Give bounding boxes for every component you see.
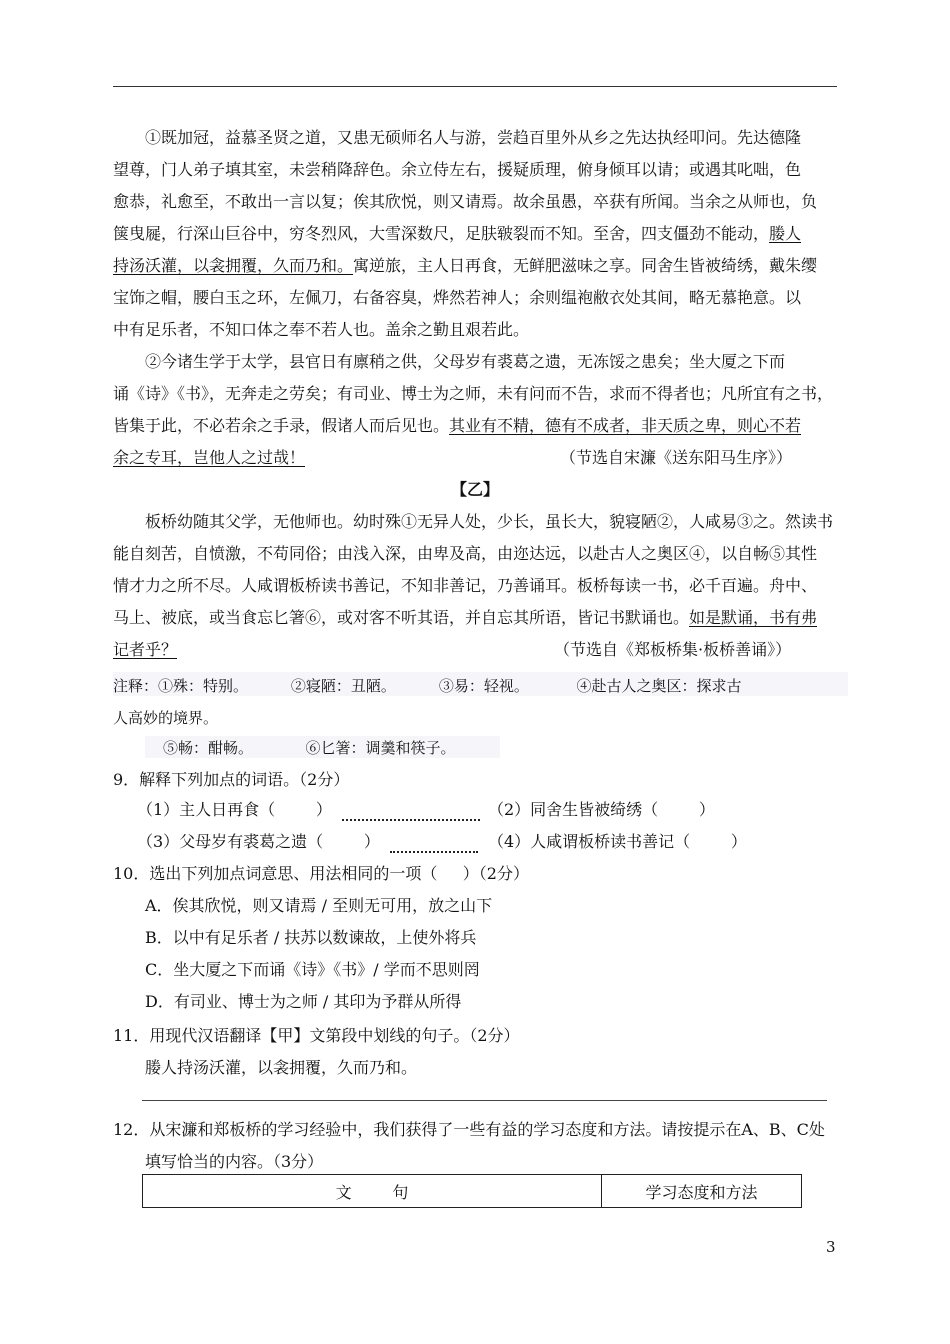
- q10-option-b: B．以中有足乐者 / 扶苏以数谏故，上使外将兵: [145, 928, 477, 947]
- yi-line2: 能自刻苦，自愤激，不苟同俗；由浅入深，由卑及高，由迩达远，以赴古人之奥区④，以自畅⑤其性: [113, 544, 818, 563]
- jia-p1-line7: 中有足乐者，不知口体之奉不若人也。盖余之勤且艰若此。: [113, 320, 530, 339]
- notes-line1: 注释：①殊：特别。 ②寝陋：丑陋。 ③易：轻视。 ④赴古人之奥区：探求古: [113, 677, 742, 695]
- jia-source: （节选自宋濂《送东阳马生序》）: [560, 448, 793, 467]
- yi-line5: [113, 640, 177, 660]
- jia-p2-line2: 诵《诗》《书》，无奔走之劳矣；有司业、博士为之师，未有问而不告，求而不得者也；凡所宜有之书，: [113, 384, 834, 403]
- jia-p1-line6: 宝饰之帽，腰白玉之环，左佩刀，右备容臭，烨然若神人；余则缊袍敝衣处其间，略无慕艳意。以: [113, 288, 802, 307]
- yi-source: （节选自《郑板桥集·板桥善诵》）: [554, 640, 792, 659]
- q11-sentence: 媵人持汤沃灌，以衾拥覆，久而乃和。: [145, 1058, 418, 1077]
- yi-line3: 情才力之所不尽。人咸谓板桥读书善记，不知非善记，乃善诵耳。板桥每读一书，必千百遍。舟中、: [113, 576, 818, 595]
- q11-answer-line[interactable]: [142, 1100, 827, 1101]
- underlined-sentence-p2-part1: 其业有不精，德有不成者，非天质之卑，则心不若: [449, 416, 802, 435]
- jia-p1-line5: 持汤沃灌，以衾拥覆，久而乃和。寓逆旅，主人日再食，无鲜肥滋味之享。同舍生皆被绮绣，戴朱缨: [113, 256, 818, 275]
- q10-option-d: D．有司业、博士为之师 / 其印为予群从所得: [145, 992, 462, 1011]
- q9-dotted-line-2: [390, 851, 478, 853]
- jia-p2-line3: 皆集于此，不必若余之手录，假诸人而后见也。其业有不精，德有不成者，非天质之卑，则心不若: [113, 416, 802, 435]
- jia-p2-line4: [113, 448, 305, 468]
- q9-item3: （3）父母岁有裘葛之遗（ ）: [137, 832, 380, 851]
- q12-stem-line1: 12．从宋濂和郑板桥的学习经验中，我们获得了一些有益的学习态度和方法。请按提示在A、B、C处: [113, 1120, 825, 1139]
- q12-stem-line2: 填写恰当的内容。（3分）: [145, 1152, 324, 1171]
- page-number: 3: [826, 1238, 836, 1256]
- yi-heading: 【乙】: [450, 480, 499, 499]
- q9-item2: （2）同舍生皆被绮绣（ ）: [488, 800, 715, 819]
- q9-dotted-line-1: [342, 819, 480, 821]
- notes-line3: ⑤畅：酣畅。 ⑥匕箸：调羹和筷子。: [163, 739, 456, 757]
- underlined-sentence-p2-part2: 余之专耳，岂他人之过哉！: [113, 448, 306, 467]
- q9-item4: （4）人咸谓板桥读书善记（ ）: [488, 832, 747, 851]
- underlined-sentence-part2: 持汤沃灌，以衾拥覆，久而乃和。: [113, 256, 354, 275]
- jia-p1-line3: 愈恭，礼愈至，不敢出一言以复；俟其欣悦，则又请焉。故余虽愚，卒获有所闻。当余之从师也，负: [113, 192, 818, 211]
- yi-underlined-part2: 记者乎？: [113, 640, 178, 659]
- q12-col-method: 学习态度和方法: [602, 1175, 802, 1208]
- q9-stem: 9．解释下列加点的词语。（2分）: [113, 770, 350, 789]
- notes-line2: 人高妙的境界。: [113, 709, 219, 727]
- q11-stem: 11．用现代汉语翻译【甲】文第段中划线的句子。（2分）: [113, 1026, 520, 1045]
- jia-p1-line1: ①既加冠，益慕圣贤之道，又患无硕师名人与游，尝趋百里外从乡之先达执经叩问。先达德隆: [145, 128, 802, 147]
- q12-table: [142, 1174, 802, 1208]
- underlined-sentence-part1: 媵人: [769, 224, 802, 243]
- header-rule: [113, 86, 837, 87]
- jia-p2-line1: ②今诸生学于太学，县官日有廪稍之供，父母岁有裘葛之遗，无冻馁之患矣；坐大厦之下而: [145, 352, 786, 371]
- q12-col-sentence: 文 句: [143, 1175, 602, 1208]
- yi-line4: 马上、被底，或当食忘匕箸⑥，或对客不听其语，并自忘其所语，皆记书默诵也。如是默诵，书有弗: [113, 608, 818, 627]
- q10-option-c: C．坐大厦之下而诵《诗》《书》/ 学而不思则罔: [145, 960, 480, 979]
- yi-underlined-part1: 如是默诵，书有弗: [689, 608, 818, 627]
- jia-p1-line2: 望尊，门人弟子填其室，未尝稍降辞色。余立侍左右，援疑质理，俯身倾耳以请；或遇其叱咄，色: [113, 160, 802, 179]
- q10-stem: 10．选出下列加点词意思、用法相同的一项（ ）（2分）: [113, 864, 529, 883]
- q9-item1: （1）主人日再食（ ）: [137, 800, 332, 819]
- table-row: [143, 1175, 802, 1208]
- q10-option-a: A．俟其欣悦，则又请焉 / 至则无可用，放之山下: [145, 896, 493, 915]
- yi-line1: 板桥幼随其父学，无他师也。幼时殊①无异人处，少长，虽长大，貌寝陋②，人咸易③之。然读书: [145, 512, 834, 531]
- jia-p1-line4: 箧曳屣，行深山巨谷中，穷冬烈风，大雪深数尺，足肤皲裂而不知。至舍，四支僵劲不能动，媵人: [113, 224, 802, 243]
